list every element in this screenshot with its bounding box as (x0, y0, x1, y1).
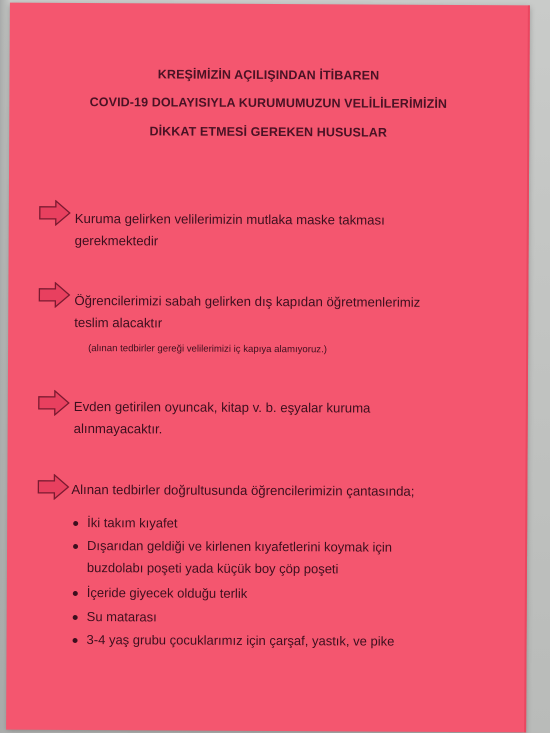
list-item (87, 535, 392, 559)
bullet-dot-icon (73, 521, 78, 526)
bullet-text: İçeride giyecek olduğu terlik (86, 585, 248, 601)
item-2-line-1: Öğrencilerimizi sabah gelirken dış kapıdan öğretmenlerimiz (74, 292, 421, 310)
list-item (87, 629, 395, 653)
bullet-text: Su matarası (86, 609, 157, 625)
bullet-text: buzdolabı poşeti yada küçük boy çöp poşeti (86, 560, 339, 577)
item-1-line-2: gerekmektedir (74, 232, 159, 249)
item-4-line-1: Alınan tedbirler doğrultusunda öğrencilerimizin çantasında; (71, 481, 415, 499)
right-arrow-icon (37, 474, 69, 500)
bullet-dot-icon (73, 591, 78, 596)
bullet-dot-icon (73, 544, 78, 549)
bullet-text: Dışarıdan geldiği ve kirlenen kıyafetlerini koymak için (87, 538, 393, 555)
right-arrow-icon (38, 282, 70, 308)
notice-paper (6, 3, 530, 733)
bullet-dot-icon (73, 615, 78, 620)
list-item (87, 582, 248, 605)
list-item (87, 606, 157, 628)
title-line-2: COVID-19 DOLAYISIYLA KURUMUMUZUN VELİLİLERİMİZİN (89, 95, 448, 111)
item-2-note: (alınan tedbirler gereği velilerimizi iç kapıya alamıyoruz.) (88, 343, 327, 356)
item-1-line-1: Kuruma gelirken velilerimizin mutlaka maske takması (74, 210, 385, 228)
bullet-text: İki takım kıyafet (87, 515, 178, 531)
right-arrow-icon (39, 200, 71, 226)
title-line-3: DİKKAT ETMESİ GEREKEN HUSUSLAR (149, 124, 388, 140)
item-3-line-1: Evden getirilen oyuncak, kitap v. b. eşyalar kuruma (73, 398, 371, 416)
item-2-line-2: teslim alacaktır (74, 314, 163, 331)
list-item (87, 512, 177, 534)
bullet-dot-icon (73, 638, 78, 643)
item-3-line-2: alınmayacaktır. (73, 420, 163, 437)
title-line-1: KREŞİMİZİN AÇILIŞINDAN İTİBAREN (157, 67, 380, 83)
bullet-text: 3-4 yaş grubu çocuklarımız için çarşaf, yastık, ve pike (86, 632, 395, 649)
right-arrow-icon (38, 390, 70, 416)
list-item-continuation (87, 557, 339, 580)
